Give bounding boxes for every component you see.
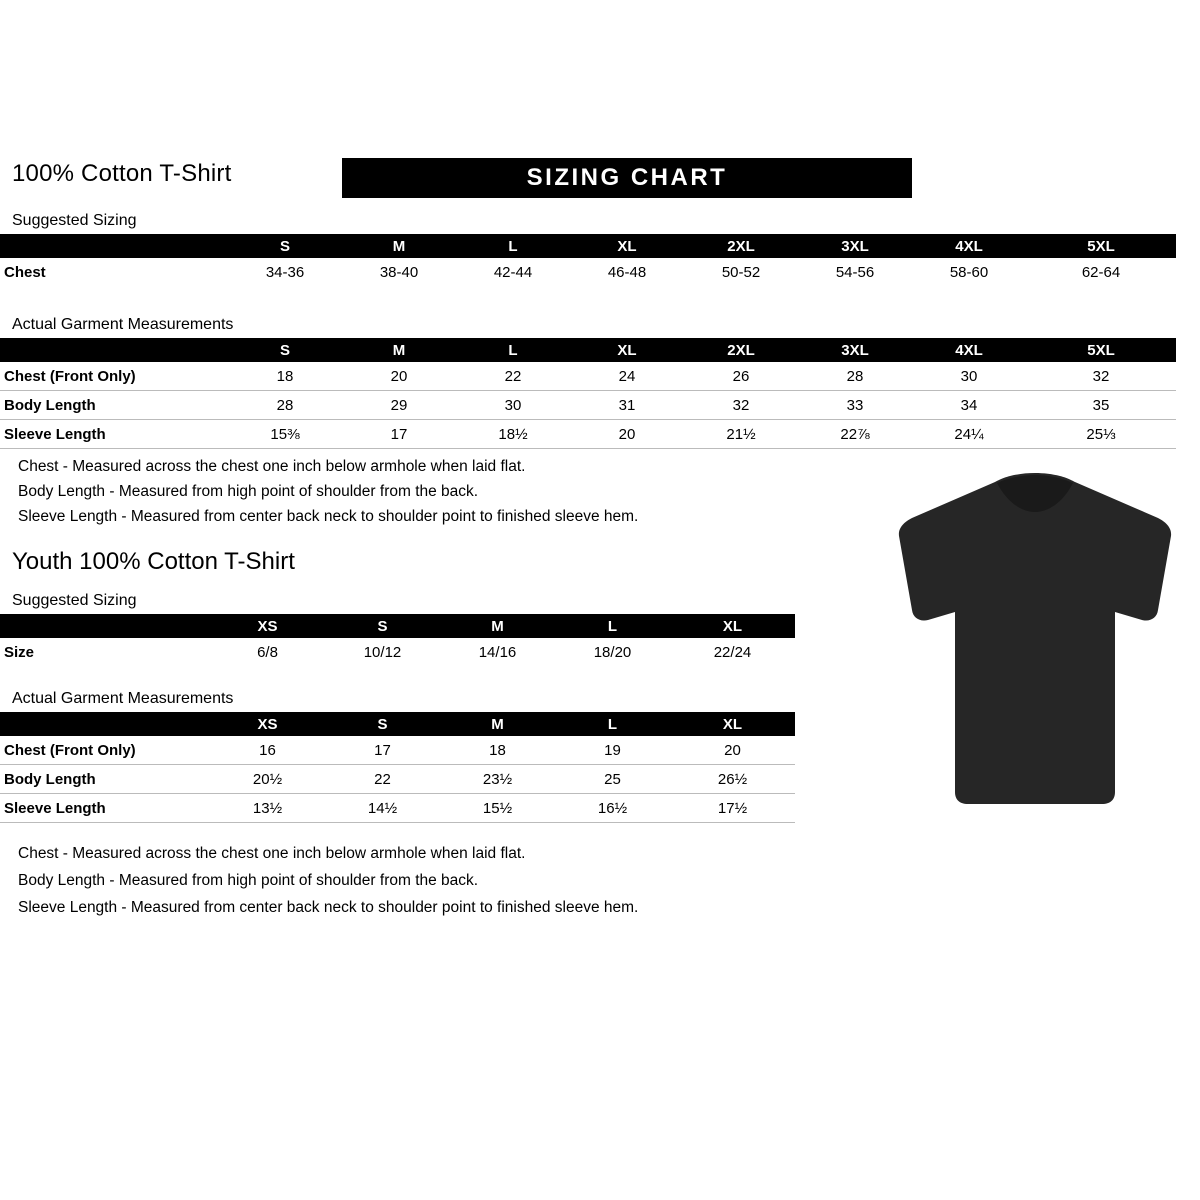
youth-garment-cell: 19 — [604, 741, 621, 759]
youth-garment-cell: 26½ — [717, 770, 748, 788]
header — [12, 158, 1188, 200]
adult-garment-cell: 30 — [504, 396, 522, 414]
adult-garment-cell: 28 — [276, 396, 294, 414]
youth-note-sleeve-length: Sleeve Length - Measured from center back neck to shoulder point to finished sleeve hem. — [18, 899, 639, 916]
youth-suggested-header-row — [0, 614, 795, 638]
youth-suggested-cell: 6/8 — [257, 643, 278, 661]
youth-garment-column-header: XS — [257, 715, 278, 733]
adult-suggested-column-header: L — [508, 237, 518, 255]
adult-suggested-cell: 42-44 — [493, 263, 533, 281]
youth-suggested-cell: 18/20 — [593, 643, 632, 661]
adult-suggested-column-header: 2XL — [727, 237, 755, 255]
adult-garment-cell: 33 — [846, 396, 864, 414]
adult-garment-column-header — [0, 338, 228, 362]
adult-suggested-column-header: M — [392, 237, 406, 255]
adult-garment-column-header: 4XL — [955, 341, 983, 359]
youth-suggested-cell: 14/16 — [478, 643, 517, 661]
adult-garment-measurements-table — [0, 338, 1176, 449]
youth-garment-column-header: XL — [722, 715, 743, 733]
adult-garment-cell: 30 — [960, 367, 978, 385]
adult-garment-cell: 20 — [618, 425, 636, 443]
adult-garment-cell: 25⅓ — [1086, 425, 1116, 443]
adult-garment-cell: 20 — [390, 367, 408, 385]
adult-suggested-row-label: Chest — [4, 263, 46, 281]
adult-suggested-column-header: 3XL — [841, 237, 869, 255]
youth-suggested-column-header: XS — [257, 617, 278, 635]
adult-garment-cell: 21½ — [726, 425, 756, 443]
table-row — [0, 420, 1176, 449]
youth-garment-cell: 17 — [374, 741, 391, 759]
adult-note-sleeve-length: Sleeve Length - Measured from center back neck to shoulder point to finished sleeve hem. — [18, 508, 639, 525]
youth-suggested-cell: 10/12 — [363, 643, 402, 661]
tshirt-icon — [890, 470, 1180, 810]
adult-suggested-column-header — [0, 234, 228, 258]
youth-suggested-column-header — [0, 614, 210, 638]
youth-suggested-column-header: XL — [722, 617, 743, 635]
youth-garment-column-header: S — [377, 715, 388, 733]
adult-garment-cell: 35 — [1092, 396, 1110, 414]
youth-garment-cell: 14½ — [367, 799, 398, 817]
youth-garment-cell: 25 — [604, 770, 621, 788]
adult-suggested-cell: 38-40 — [379, 263, 419, 281]
adult-suggested-cell: 54-56 — [835, 263, 875, 281]
adult-garment-row-label: Sleeve Length — [4, 425, 106, 443]
youth-garment-row-label: Chest (Front Only) — [4, 741, 136, 759]
youth-garment-column-header: L — [607, 715, 618, 733]
youth-garment-cell: 15½ — [482, 799, 513, 817]
adult-suggested-cell: 62-64 — [1081, 263, 1121, 281]
adult-garment-header-row — [0, 338, 1176, 362]
adult-garment-cell: 18 — [276, 367, 294, 385]
youth-garment-row-label: Body Length — [4, 770, 96, 788]
adult-garment-cell: 28 — [846, 367, 864, 385]
adult-suggested-cell: 34-36 — [265, 263, 305, 281]
adult-suggested-column-header: 5XL — [1087, 237, 1115, 255]
youth-note-chest: Chest - Measured across the chest one inch below armhole when laid flat. — [18, 845, 526, 862]
page-title: 100% Cotton T-Shirt — [12, 160, 232, 187]
adult-garment-cell: 32 — [1092, 367, 1110, 385]
youth-garment-cell: 13½ — [252, 799, 283, 817]
youth-suggested-cell: 22/24 — [713, 643, 752, 661]
adult-garment-column-header: M — [392, 341, 406, 359]
adult-garment-cell: 32 — [732, 396, 750, 414]
youth-garment-header-row — [0, 712, 795, 736]
youth-garment-measurements-label: Actual Garment Measurements — [12, 690, 234, 707]
adult-garment-cell: 31 — [618, 396, 636, 414]
adult-suggested-sizing-table — [0, 234, 1176, 286]
adult-suggested-cell: 50-52 — [721, 263, 761, 281]
adult-garment-cell: 29 — [390, 396, 408, 414]
adult-garment-cell: 26 — [732, 367, 750, 385]
table-row — [0, 736, 795, 765]
youth-garment-measurements-table — [0, 712, 795, 823]
youth-suggested-sizing-label: Suggested Sizing — [12, 592, 137, 609]
adult-garment-cell: 18½ — [498, 425, 528, 443]
table-row — [0, 638, 795, 666]
adult-garment-cell: 24 — [618, 367, 636, 385]
youth-suggested-column-header: M — [491, 617, 504, 635]
youth-note-body-length: Body Length - Measured from high point of shoulder from the back. — [18, 872, 479, 889]
adult-garment-row-label: Body Length — [4, 396, 96, 414]
youth-garment-cell: 16½ — [597, 799, 628, 817]
adult-garment-column-header: S — [279, 341, 290, 359]
adult-suggested-column-header: XL — [617, 237, 637, 255]
adult-note-chest: Chest - Measured across the chest one inch below armhole when laid flat. — [18, 458, 526, 475]
adult-note-body-length: Body Length - Measured from high point of shoulder from the back. — [18, 483, 479, 500]
adult-garment-column-header: 5XL — [1087, 341, 1115, 359]
youth-section-title: Youth 100% Cotton T-Shirt — [12, 548, 295, 575]
youth-suggested-sizing-table — [0, 614, 795, 666]
adult-garment-cell: 22 — [504, 367, 522, 385]
adult-garment-cell: 15⅜ — [270, 425, 300, 443]
table-row — [0, 391, 1176, 420]
youth-garment-column-header — [0, 712, 210, 736]
adult-garment-column-header: XL — [617, 341, 637, 359]
table-row — [0, 362, 1176, 391]
adult-suggested-sizing-label: Suggested Sizing — [12, 212, 137, 229]
black-tshirt-illustration — [890, 470, 1180, 810]
sizing-chart-banner — [342, 158, 912, 198]
adult-garment-measurements-label: Actual Garment Measurements — [12, 316, 234, 333]
youth-garment-cell: 23½ — [482, 770, 513, 788]
adult-garment-column-header: 2XL — [727, 341, 755, 359]
adult-garment-row-label: Chest (Front Only) — [4, 367, 136, 385]
youth-suggested-row-label: Size — [4, 643, 35, 661]
youth-suggested-column-header: L — [607, 617, 618, 635]
sizing-chart-banner-label: SIZING CHART — [526, 164, 728, 191]
adult-garment-column-header: L — [508, 341, 518, 359]
youth-garment-cell: 17½ — [717, 799, 748, 817]
youth-garment-cell: 18 — [489, 741, 506, 759]
adult-suggested-cell: 58-60 — [949, 263, 989, 281]
adult-garment-cell: 34 — [960, 396, 978, 414]
adult-suggested-cell: 46-48 — [607, 263, 647, 281]
adult-garment-column-header: 3XL — [841, 341, 869, 359]
youth-garment-column-header: M — [491, 715, 504, 733]
youth-garment-cell: 16 — [259, 741, 276, 759]
youth-suggested-column-header: S — [377, 617, 388, 635]
youth-garment-cell: 22 — [374, 770, 391, 788]
adult-garment-cell: 17 — [390, 425, 408, 443]
youth-garment-cell: 20½ — [252, 770, 283, 788]
adult-garment-cell: 22⅞ — [840, 425, 870, 443]
adult-suggested-column-header: 4XL — [955, 237, 983, 255]
table-row — [0, 258, 1176, 286]
adult-suggested-column-header: S — [279, 237, 290, 255]
youth-garment-cell: 20 — [724, 741, 741, 759]
adult-suggested-header-row — [0, 234, 1176, 258]
table-row — [0, 765, 795, 794]
table-row — [0, 794, 795, 823]
adult-garment-cell: 24¼ — [954, 425, 984, 443]
youth-garment-row-label: Sleeve Length — [4, 799, 106, 817]
